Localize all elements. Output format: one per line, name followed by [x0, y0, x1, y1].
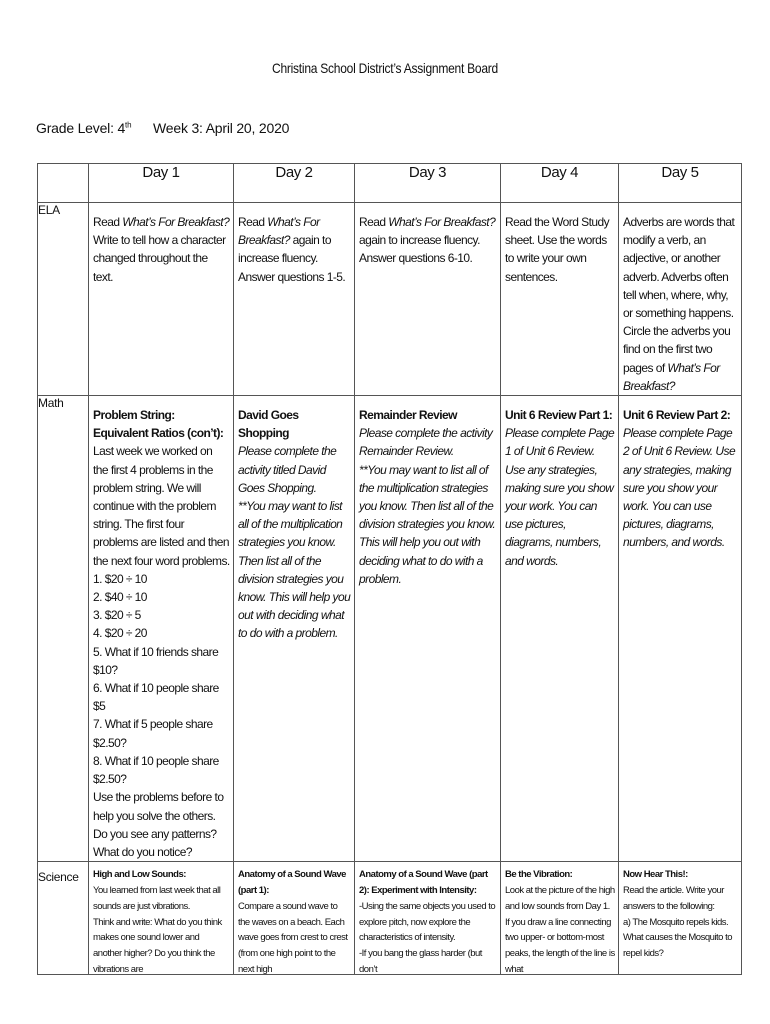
subject-science: Science: [38, 862, 89, 975]
cell-text-run: High and Low Sounds:: [93, 869, 186, 881]
math-day-3-cell: [355, 396, 501, 862]
math-day-1-text: [89, 396, 233, 861]
cell-text-run: Adverbs are words that modify a verb, an adjective, or another adverb. Adverbs often tell when, where, why, or something happens. Circle the adverbs you find on the first two pages of: [623, 215, 735, 375]
cell-text-run: Unit 6 Review Part 2:: [623, 408, 731, 423]
science-day-2-cell: [234, 862, 355, 975]
cell-text-run: Last week we worked on the first 4 problems in the problem string. We will continue with the problem string. The first four problems are listed and then the next four word problems. 1. $20 ÷ 10 2. $40 ÷ 10 3. $20 ÷ 5 4. $20 ÷ 20 5. What if 10 friends share $10? 6. What if 10 people share $5 7. What if 5 people share $2.50? 8. What if 10 people share $2.50? Use the problems before to help you solve the others. Do you see any patterns? What do you notice?: [93, 444, 230, 859]
cell-text-run: Remainder Review: [359, 408, 457, 423]
day-header-1: Day 1: [89, 164, 234, 203]
cell-text-run: Anatomy of a Sound Wave (part 1):: [238, 869, 346, 896]
ela-day-3-text: [355, 203, 500, 268]
cell-text-run: What’s For Breakfast?: [238, 215, 320, 248]
header-row: [38, 164, 742, 203]
cell-text-run: again to increase fluency. Answer questions 6-10.: [359, 233, 480, 266]
cell-text-run: Read: [238, 215, 268, 229]
day-header-5: Day 5: [619, 164, 742, 203]
cell-text-run: Anatomy of a Sound Wave (part 2): Experiment with Intensity:: [359, 869, 488, 896]
science-row: [38, 862, 742, 975]
ela-day-3-cell: [355, 203, 501, 396]
cell-text-run: Read the Word Study sheet. Use the words to write your own sentences.: [505, 215, 610, 284]
assignment-board-table: [37, 163, 742, 975]
cell-text-run: Compare a sound wave to the waves on a beach. Each wave goes from crest to crest (from one high point to the next high: [238, 900, 348, 975]
cell-text-run: Unit 6 Review Part 1:: [505, 408, 613, 423]
day-header-4: Day 4: [501, 164, 619, 203]
cell-text-run: Look at the picture of the high and low sounds from Day 1. If you draw a line connecting two upper- or bottom-most peaks, the length of the line is what: [505, 884, 615, 975]
science-day-3-text: [355, 862, 500, 978]
cell-text-run: What’s For Breakfast?: [122, 215, 230, 229]
grade-level: Grade Level: 4th: [36, 120, 132, 136]
math-day-4-text: [501, 396, 618, 570]
day-header-2: Day 2: [234, 164, 355, 203]
ela-day-5-text: [619, 203, 741, 395]
day-header-3: Day 3: [355, 164, 501, 203]
ela-day-1-cell: [89, 203, 234, 396]
cell-text-run: Read: [359, 215, 389, 229]
cell-text-run: Write to tell how a character changed throughout the text.: [93, 233, 226, 284]
cell-text-run: You learned from last week that all sounds are just vibrations. Think and write: What do you think makes one sound lower and another higher? Do you think the vibrations are: [93, 884, 222, 975]
science-day-3-cell: [355, 862, 501, 975]
science-day-1-text: [89, 862, 233, 978]
math-day-5-cell: [619, 396, 742, 862]
cell-text-run: Please complete Page 2 of Unit 6 Review. Use any strategies, making sure you show your work. You can use pictures, diagrams, numbers, and words.: [623, 426, 736, 550]
ela-day-2-text: [234, 203, 354, 286]
subject-math: Math: [38, 396, 89, 862]
cell-text-run: again to increase fluency. Answer questions 1-5.: [238, 233, 346, 284]
header-meta: [36, 120, 289, 136]
math-day-2-text: [234, 396, 354, 643]
cell-text-run: David Goes Shopping: [238, 408, 299, 441]
science-day-5-cell: [619, 862, 742, 975]
cell-text-run: Please complete Page 1 of Unit 6 Review. Use any strategies, making sure you show your work. You can use pictures, diagrams, numbers, and words.: [505, 426, 615, 568]
science-day-1-cell: [89, 862, 234, 975]
math-day-4-cell: [501, 396, 619, 862]
ela-day-2-cell: [234, 203, 355, 396]
math-row: [38, 396, 742, 862]
subject-ela: ELA: [38, 203, 89, 396]
math-day-5-text: [619, 396, 741, 552]
cell-text-run: Read the article. Write your answers to the following: a) The Mosquito repels kids. What causes the Mosquito to repel kids?: [623, 884, 733, 960]
cell-text-run: Please complete the activity titled David Goes Shopping. **You may want to list all of the multiplication strategies you know. Then list all of the division strategies you know. This will help you out with deciding what to do with a problem.: [238, 444, 351, 641]
math-day-1-cell: [89, 396, 234, 862]
science-day-4-cell: [501, 862, 619, 975]
science-day-5-text: [619, 862, 741, 962]
math-day-3-text: [355, 396, 500, 588]
ela-day-5-cell: [619, 203, 742, 396]
cell-text-run: Read: [93, 215, 123, 229]
ela-row: [38, 203, 742, 396]
cell-text-run: Be the Vibration:: [505, 869, 573, 881]
science-day-2-text: [234, 862, 354, 978]
cell-text-run: Please complete the activity Remainder Review. **You may want to list all of the multiplication strategies you know. Then list all of the division strategies you know. This will help you out with deciding what to do with a problem.: [359, 426, 496, 586]
math-day-2-cell: [234, 396, 355, 862]
cell-text-run: What’s For Breakfast?: [623, 360, 720, 393]
cell-text-run: Problem String: Equivalent Ratios (con’t):: [93, 408, 224, 441]
ela-day-4-text: [501, 203, 618, 286]
week-label: Week 3: April 20, 2020: [153, 120, 290, 136]
science-day-4-text: [501, 862, 618, 978]
corner-cell: [38, 164, 89, 203]
cell-text-run: Now Hear This!:: [623, 869, 688, 881]
ela-day-1-text: [89, 203, 233, 286]
ela-day-4-cell: [501, 203, 619, 396]
page-title: Christina School District’s Assignment Board: [272, 60, 498, 76]
cell-text-run: -Using the same objects you used to explore pitch, now explore the characteristics of intensity. -If you bang the glass harder (but don’t: [359, 900, 496, 975]
cell-text-run: What’s For Breakfast?: [388, 215, 496, 229]
